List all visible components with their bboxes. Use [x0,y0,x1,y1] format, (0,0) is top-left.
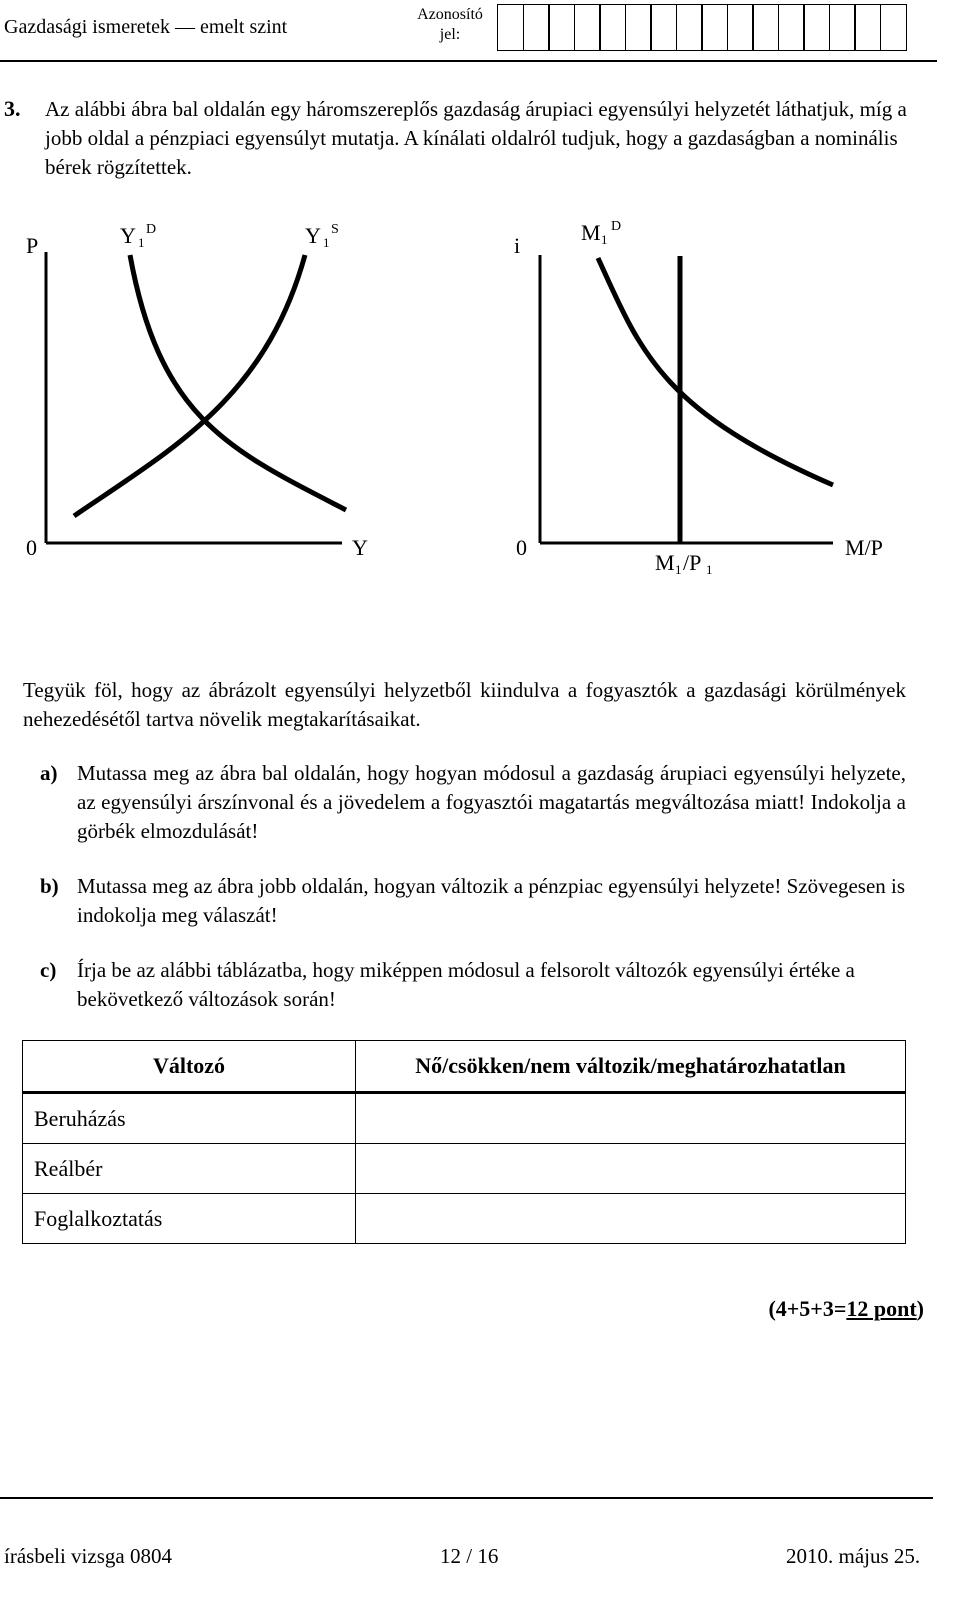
answer-cell[interactable] [356,1194,906,1244]
as-label-sup: S [331,222,339,237]
task-text: Írja be az alábbi táblázatba, hogy miképpen módosul a felsorolt változók egyensúlyi értéke a bekövetkező változások során! [77,958,855,1011]
goods-y-axis-label: P [26,233,39,258]
id-box[interactable] [650,4,677,51]
goods-market-panel [26,222,368,560]
score-suffix: ) [916,1296,924,1321]
ms-label-b: /P [683,550,702,575]
table-header-row [23,1041,906,1093]
id-code-boxes [497,4,905,51]
footer-divider [0,1497,933,1499]
footer-page-number: 12 / 16 [440,1544,499,1568]
task-letter: b) [40,874,59,898]
as-curve-label [305,222,339,250]
header-title: Gazdasági ismeretek — emelt szint [4,16,288,38]
id-box[interactable] [625,4,652,51]
ms-line-label [655,550,713,577]
table-row [23,1194,906,1244]
money-x-axis-label: M/P [845,535,883,560]
score-prefix: (4+5+3= [768,1296,847,1321]
id-box[interactable] [548,4,575,51]
economic-diagram [0,200,960,600]
answer-table [22,1040,906,1244]
col-header-variable: Változó [23,1041,356,1093]
task-b [40,872,906,930]
id-box[interactable] [701,4,728,51]
id-label-line2: jel: [439,26,461,43]
answer-cell[interactable] [356,1093,906,1144]
score-total: 12 pont [846,1296,917,1321]
id-box[interactable] [778,4,805,51]
score-summary [768,1296,924,1322]
task-a [40,759,906,846]
md-label-sub: 1 [601,232,608,247]
variable-cell: Beruházás [23,1093,356,1144]
md-label-sup: D [611,219,622,234]
id-box[interactable] [880,4,907,51]
goods-origin-label: 0 [26,535,37,560]
ms-label-a-sub: 1 [675,562,682,577]
ms-label-a: M [655,550,675,575]
id-label-line1: Azonosító [417,6,483,23]
money-origin-label: 0 [516,535,527,560]
id-box[interactable] [676,4,703,51]
id-box[interactable] [497,4,524,51]
ms-label-b-sub: 1 [706,562,713,577]
as-label-main: Y [305,223,321,248]
variable-cell: Reálbér [23,1144,356,1194]
money-y-axis-label: i [514,233,521,258]
id-box[interactable] [574,4,601,51]
aggregate-supply-curve [74,255,305,516]
as-label-sub: 1 [323,235,330,250]
md-label-main: M [581,220,601,245]
goods-x-axis-label: Y [352,535,368,560]
id-box[interactable] [727,4,754,51]
footer-exam-code: írásbeli vizsga 0804 [4,1544,172,1568]
id-box[interactable] [752,4,779,51]
answer-cell[interactable] [356,1144,906,1194]
money-market-panel [514,219,883,577]
ad-label-main: Y [120,223,136,248]
task-text: Mutassa meg az ábra bal oldalán, hogy hogyan módosul a gazdaság árupiaci egyensúlyi helyzete, az egyensúlyi árszínvonal és a jövedelem a fogyasztói magatartás megváltozása miatt! Indokolja a görbék elmozdulását! [77,761,906,843]
task-letter: a) [40,761,58,785]
md-curve-label [581,219,621,247]
question-intro: Az alábbi ábra bal oldalán egy háromszereplős gazdaság árupiaci egyensúlyi helyzetét láthatjuk, míg a jobb oldal a pénzpiaci egyensúlyt mutatja. A kínálati oldalról tudjuk, hogy a gazdaságban a nominális bérek rögzítettek. [45,97,907,179]
ad-label-sub: 1 [138,235,145,250]
table-row [23,1093,906,1144]
id-label [410,5,490,45]
header-divider [0,60,937,62]
task-letter: c) [40,958,57,982]
id-box[interactable] [829,4,856,51]
variable-cell: Foglalkoztatás [23,1194,356,1244]
footer-date: 2010. május 25. [786,1544,921,1568]
ad-label-sup: D [146,222,157,237]
task-c [40,956,906,1014]
task-text: Mutassa meg az ábra jobb oldalán, hogyan változik a pénzpiac egyensúlyi helyzete! Szövegesen is indokolja meg válaszát! [77,874,906,927]
id-box[interactable] [599,4,626,51]
id-box[interactable] [523,4,550,51]
assumption-text: Tegyük föl, hogy az ábrázolt egyensúlyi helyzetből kiindulva a fogyasztók a gazdasági körülmények nehezedésétől tartva növelik megtakarításaikat. [23,678,906,731]
id-box[interactable] [854,4,881,51]
money-demand-curve [598,258,833,485]
col-header-answer: Nő/csökken/nem változik/meghatározhatatlan [356,1041,906,1093]
id-box[interactable] [803,4,830,51]
table-row [23,1144,906,1194]
question-number: 3. [4,96,21,121]
ad-curve-label [120,222,156,250]
